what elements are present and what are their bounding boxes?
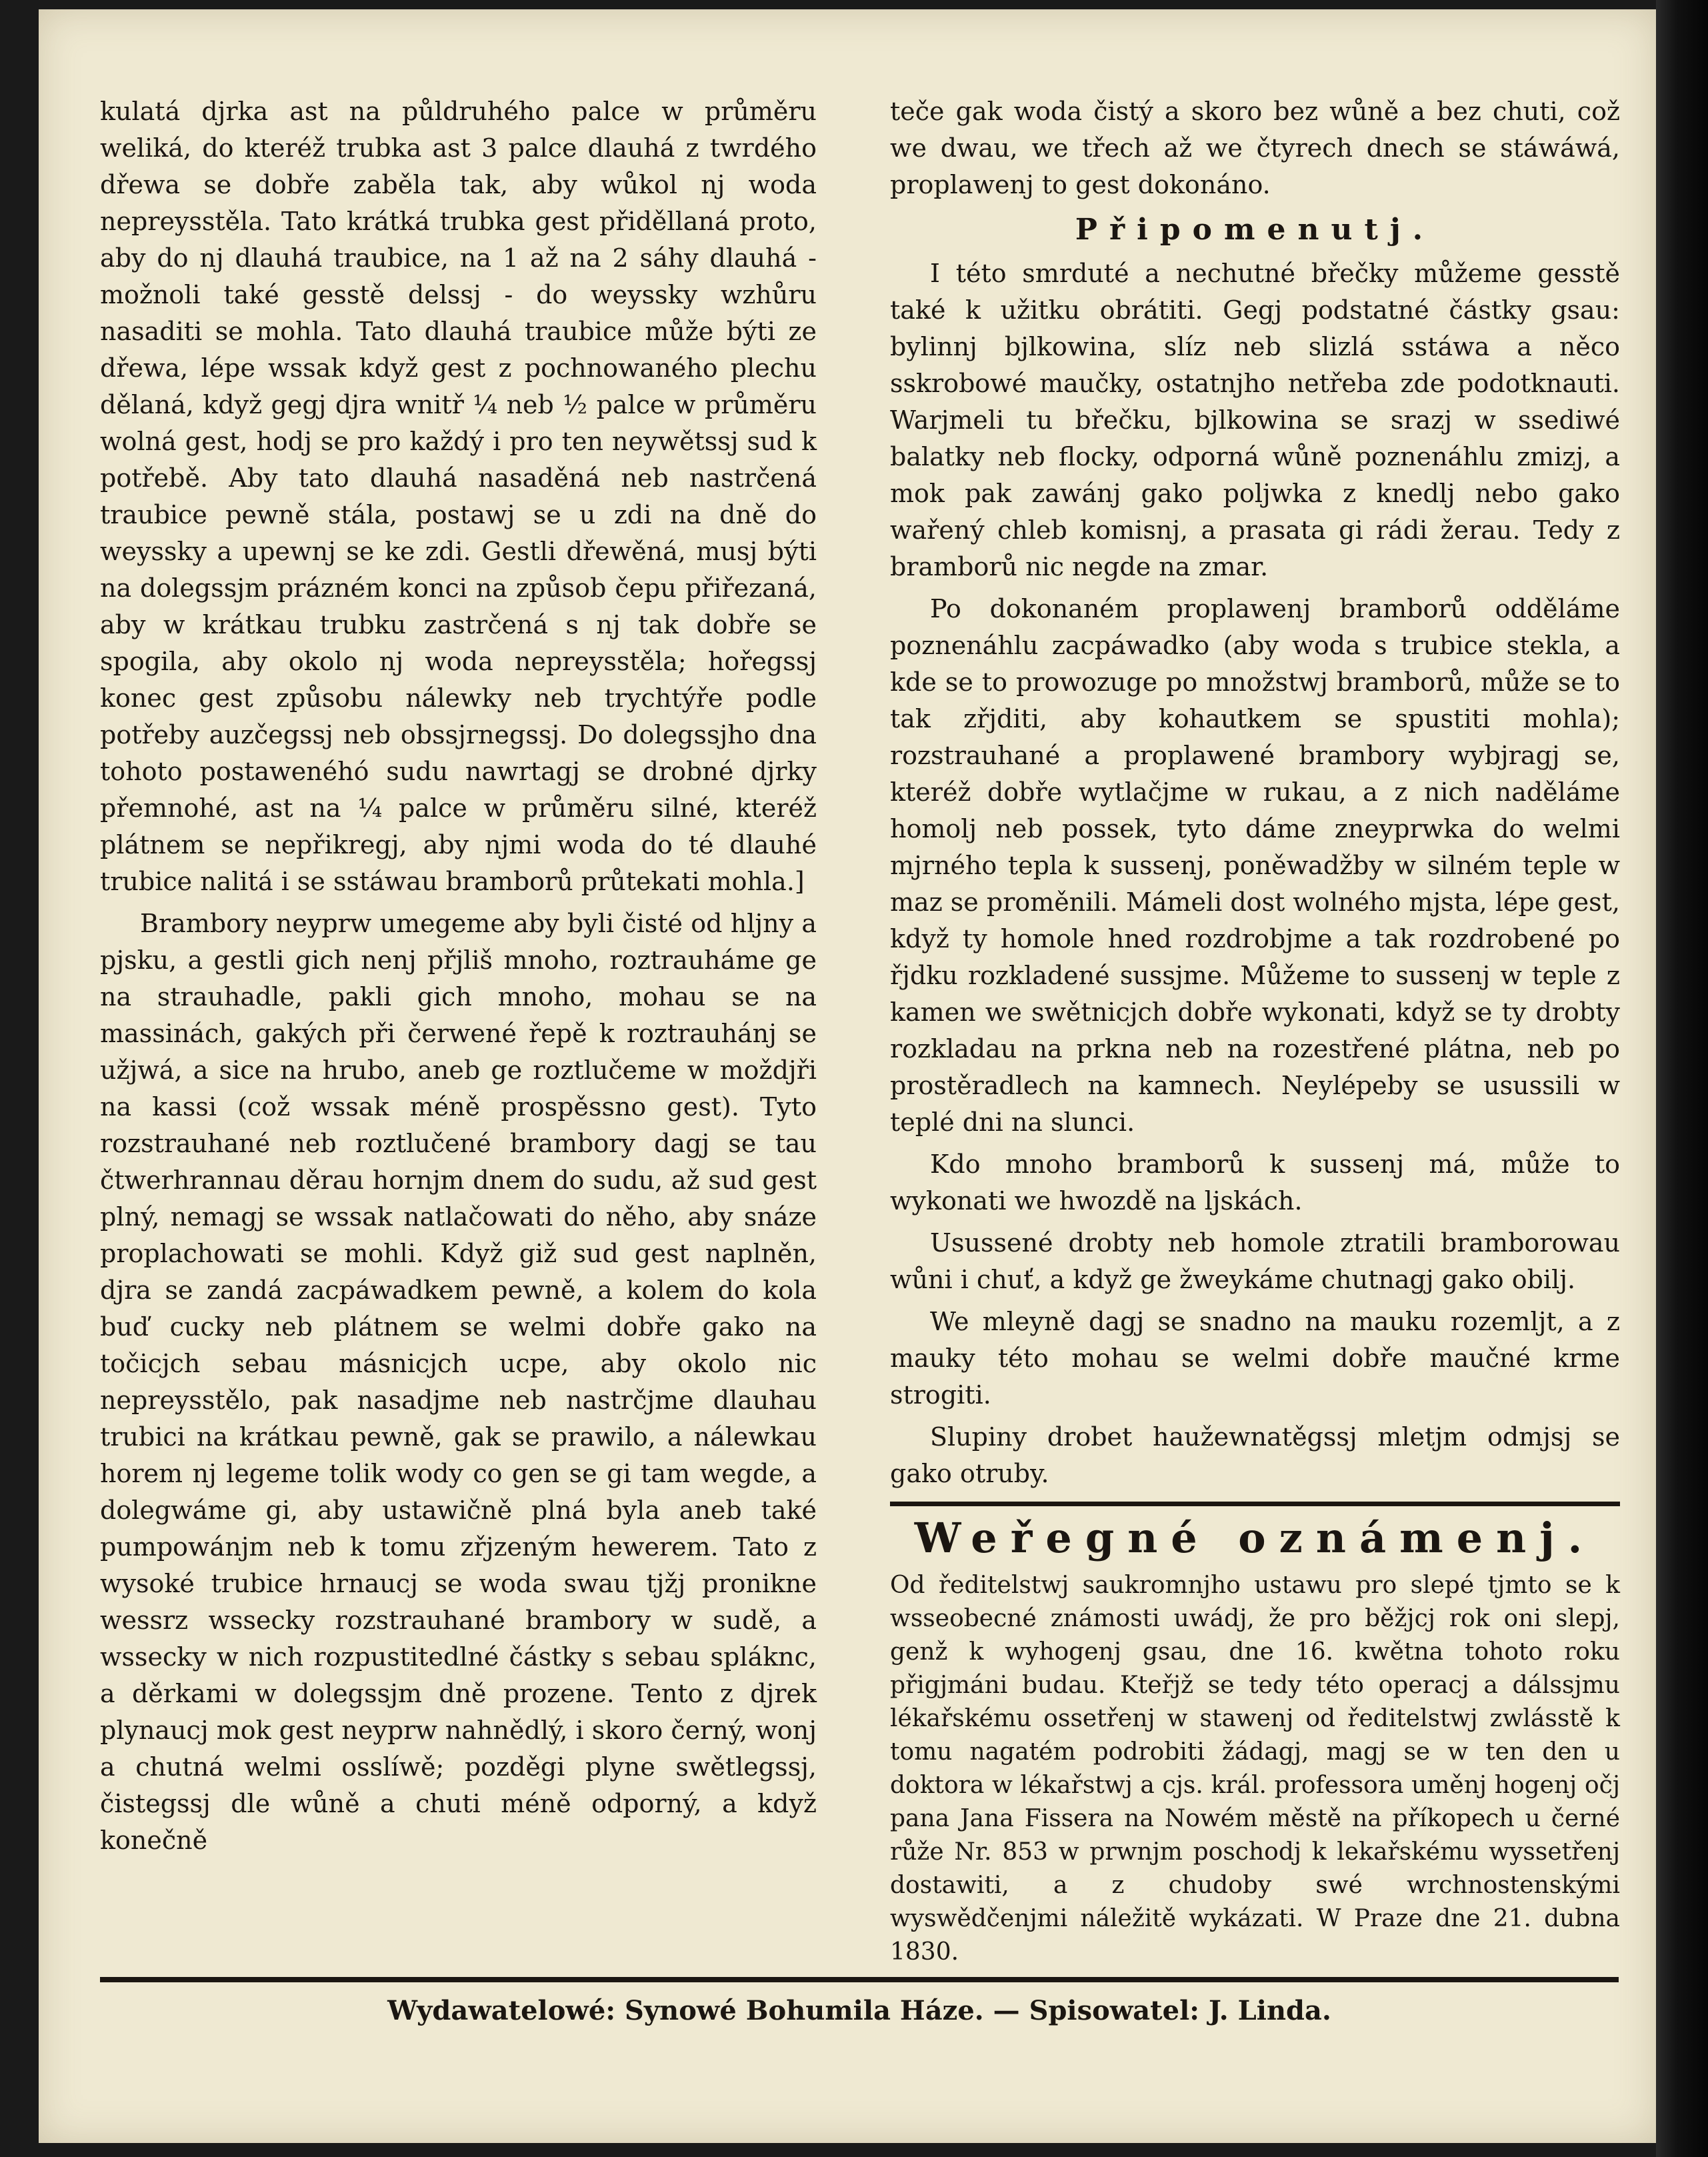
right-paragraph-5: We mleyně dagj se snadno na mauku rozemljt, a z mauky této mohau se welmi dobře maučné krme strogiti. [890, 1307, 1620, 1410]
left-column [100, 93, 817, 1864]
right-paragraph-2: Po dokonaném proplawenj bramborů odděláme poznenáhlu zacpáwadko (aby woda s trubice stekla, a kde se to prowozuge po množstwj bramborů, může se to tak zřjditi, aby kohautkem se spustiti mohla); rozstrauhané a proplawené brambory wybjragj se, kteréž dobře wytlačjme w rukau, a z nich naděláme homolj neb possek, tyto dáme zneyprwka do welmi mjrného tepla k sussenj, poněwadžby w silném teple w maz se proměnili. Mámeli dost wolného mjsta, lépe gest, když ty homole hned rozdrobjme a tak rozdrobené po řjdku rozkladené sussjme. Můžeme to sussenj w teple z kamen we swětnicjch dobře wykonati, když se ty drobty rozkladau na prkna neb na rozestřené plátna, neb po prostěradlech na kamnech. Neylépeby se usussili w teplé dni na slunci. [890, 594, 1620, 1137]
left-paragraph-1: kulatá djrka ast na půldruhého palce w průměru weliká, do kteréž trubka ast 3 palce dlauhá z twrdého dřewa se dobře zaběla tak, aby wůkol nj woda nepreysstěla. Tato krátká trubka gest přiděllaná proto, aby do nj dlauhá traubice, na 1 až na 2 sáhy dlauhá - možnoli také gesstě delssj - do weyssky wzhůru nasaditi se mohla. Tato dlauhá traubice může býti ze dřewa, lépe wssak když gest z pochnowaného plechu dělaná, když gegj djra wnitř ¼ neb ½ palce w průměru wolná gest, hodj se pro každý i pro ten neywětssj sud k potřebě. Aby tato dlauhá nasaděná neb nastrčená traubice pewně stála, postawj se u zdi na dně do weyssky a upewnj se ke zdi. Gestli dřewěná, musj býti na dolegssjm prázném konci na způsob čepu přiřezaná, aby w krátkau trubku zastrčená s nj tak dobře se spogila, aby okolo nj woda nepreysstěla; hořegssj konec gest způsobu nálewky neb trychtýře podle potřeby auzčegssj neb obssjrnegssj. Do dolegssjho dna tohoto postawenéhó sudu nawrtagj se drobné djrky přemnohé, ast na ¼ palce w průměru silné, kteréž plátnem se nepřikregj, aby njmi woda do té dlauhé trubice nalitá i se sstáwau bramborů průtekati mohla.] [100, 97, 817, 896]
right-paragraph-4: Usussené drobty neb homole ztratili bramborowau wůni i chuť, a když ge žweykáme chutnagj gako obilj. [890, 1228, 1620, 1294]
page-binding-edge [1656, 0, 1708, 2157]
right-paragraph-3: Kdo mnoho bramborů k sussenj má, může to wykonati we hwozdě na ljskách. [890, 1150, 1620, 1216]
publisher-footer: Wydawatelowé: Synowé Bohumila Háze. — Spisowatel: J. Linda. [387, 1995, 1331, 2026]
right-paragraph-6: Slupiny drobet haužewnatěgssj mletjm odmjsj se gako otruby. [890, 1422, 1620, 1488]
notice-text: Od ředitelstwj saukromnjho ustawu pro slepé tjmto se k wsseobecné známosti uwádj, že pro běžjcj rok oni slepj, genž k wyhogenj gsau, dne 16. kwětna tohoto roku přigjmáni budau. Kteřjž se tedy této operacj a dálssjmu lékařskému ossetřenj w stawenj od ředitelstwj zwlásstě k tomu nagatém podrobiti žádagj, magj se w ten den u doktora w lékařstwj a cjs. král. professora uměnj hogenj očj pana Jana Fissera na Nowém městě na příkopech u černé růže Nr. 853 w prwnjm poschodj k lekařskému wyssetřenj dostawiti, a z chudoby swé wrchnostenskými wyswědčenjmi náležitě wykázati. W Praze dne 21. dubna 1830. [890, 1572, 1620, 1966]
right-column [890, 93, 1620, 1974]
right-paragraph-1: I této smrduté a nechutné břečky můžeme gesstě také k užitku obrátiti. Gegj podstatné částky gsau: bylinnj bjlkowina, slíz neb slizlá sstáwa a něco sskrobowé maučky, ostatnjho netřeba zde podotknauti. Warjmeli tu břečku, bjlkowina se srazj w ssediwé balatky neb flocky, odporná wůně poznenáhlu zmizj, a mok pak zawánj gako poljwka z knedlj nebo gako wařený chleb komisnj, a prasata gi rádi žerau. Tedy z bramborů nic negde na zmar. [890, 259, 1620, 581]
notice-divider [890, 1502, 1620, 1506]
left-paragraph-2: Brambory neyprw umegeme aby byli čisté od hljny a pjsku, a gestli gich nenj přjliš mnoho, roztrauháme ge na strauhadle, pakli gich mnoho, mohau se na massinách, gakých při čerwené řepě k roztrauhánj se užjwá, a sice na hrubo, aneb ge roztlučeme w moždjři na kassi (což wssak méně prospěssno gest). Tyto rozstrauhané neb roztlučené brambory dagj se tau čtwerhrannau děrau hornjm dnem do sudu, až sud gest plný, nemagj se wssak natlačowati do něho, aby snáze proplachowati se mohli. Když giž sud gest naplněn, djra se zandá zacpáwadkem pewně, a kolem do kola buď cucky neb plátnem se welmi dobře gako na točicjch sebau másnicjch ucpe, aby okolo nic nepreysstělo, pak nasadjme neb nastrčjme dlauhau trubici na krátkau pewně, gak se prawilo, a nálewkau horem nj legeme tolik wody co gen se gi tam wegde, a dolegwáme gi, aby ustawičně plná byla aneb také pumpowánjm neb k tomu zřjzeným hewerem. Tato z wysoké trubice hrnaucj se woda swau tjžj pronikne wessrz wssecky rozstrauhané brambory w sudě, a wssecky w nich rozpustitedlné částky s sebau spláknc, a děrkami w dolegssjm dně prozene. Tento z djrek plynaucj mok gest neyprw nahnědlý, i skoro černý, wonj a chutná welmi osslíwě; pozděgi plyne swětlegssj, čistegssj dle wůně a chuti méně odporný, a když konečně [100, 909, 817, 1855]
section-heading-pripomenuti: Připomenutj. [1075, 213, 1435, 247]
notice-heading: Weřegné oznámenj. [914, 1514, 1596, 1562]
footer-divider [100, 1977, 1619, 1982]
right-intro-paragraph: teče gak woda čistý a skoro bez wůně a bez chuti, což we dwau, we třech až we čtyrech dnech se stáwáwá, proplawenj to gest dokonáno. [890, 97, 1620, 199]
